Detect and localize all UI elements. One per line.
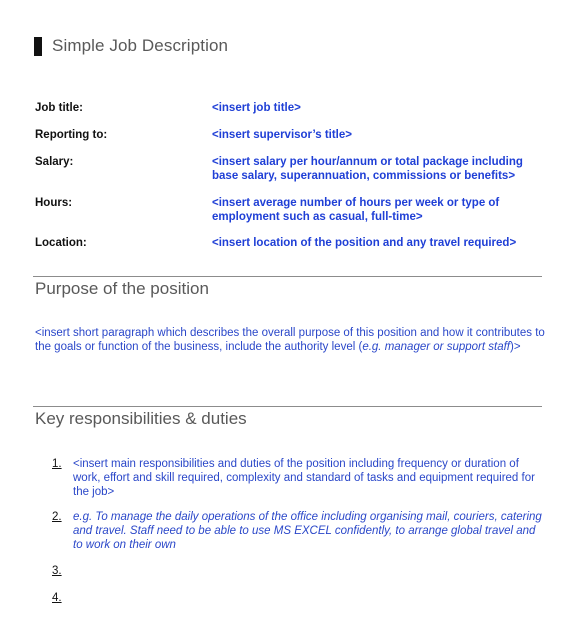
list-item-text: e.g. To manage the daily operations of the office including organising mail, couriers, catering and travel. Staff need to be able to use MS EXCEL confidently, to arrange global travel and to work on their own — [73, 511, 542, 551]
detail-label: Reporting to: — [35, 129, 108, 141]
list-item-number: 2. — [52, 511, 62, 523]
detail-value: <insert location of the position and any travel required> — [212, 237, 517, 249]
list-item — [52, 564, 547, 578]
detail-value: <insert supervisor’s title> — [212, 129, 352, 141]
purpose-text-start: <insert short paragraph which describes the overall purpose of this position and how it contributes to the goals or function of the business, include the authority level ( — [35, 327, 545, 353]
list-item — [52, 457, 547, 499]
list-item-text — [73, 564, 547, 578]
detail-value: <insert salary per hour/annum or total package including base salary, superannuation, commissions or benefits> — [212, 156, 523, 182]
detail-label: Location: — [35, 237, 87, 249]
purpose-paragraph — [35, 326, 545, 354]
detail-row-salary — [35, 155, 545, 183]
section-divider — [33, 276, 542, 277]
purpose-text-end: )> — [509, 341, 521, 353]
purpose-heading: Purpose of the position — [35, 279, 209, 298]
detail-label: Hours: — [35, 197, 73, 209]
detail-label: Salary: — [35, 156, 74, 168]
list-item — [52, 591, 547, 605]
list-item-text: <insert main responsibilities and duties of the position including frequency or duration of work, effort and skill required, complexity and standard of tasks and equipment required for the job> — [73, 458, 535, 498]
list-item-number: 1. — [52, 458, 62, 470]
detail-value: <insert job title> — [212, 102, 301, 114]
purpose-text-example: e.g. manager or support staff — [362, 341, 510, 353]
section-divider — [33, 406, 542, 407]
detail-row-job-title — [35, 101, 545, 115]
title-marker-bar — [34, 37, 42, 56]
list-item-number: 4. — [52, 592, 62, 604]
detail-row-reporting-to — [35, 128, 545, 142]
detail-value: <insert average number of hours per week or type of employment such as casual, full-time> — [212, 197, 500, 223]
detail-row-location — [35, 236, 545, 250]
detail-label: Job title: — [35, 102, 83, 114]
document-title-text: Simple Job Description — [52, 36, 229, 55]
list-item-text — [73, 591, 547, 605]
list-item — [52, 510, 547, 552]
detail-row-hours — [35, 196, 545, 224]
responsibilities-heading: Key responsibilities & duties — [35, 409, 247, 428]
document-title — [34, 36, 228, 56]
list-item-number: 3. — [52, 565, 62, 577]
